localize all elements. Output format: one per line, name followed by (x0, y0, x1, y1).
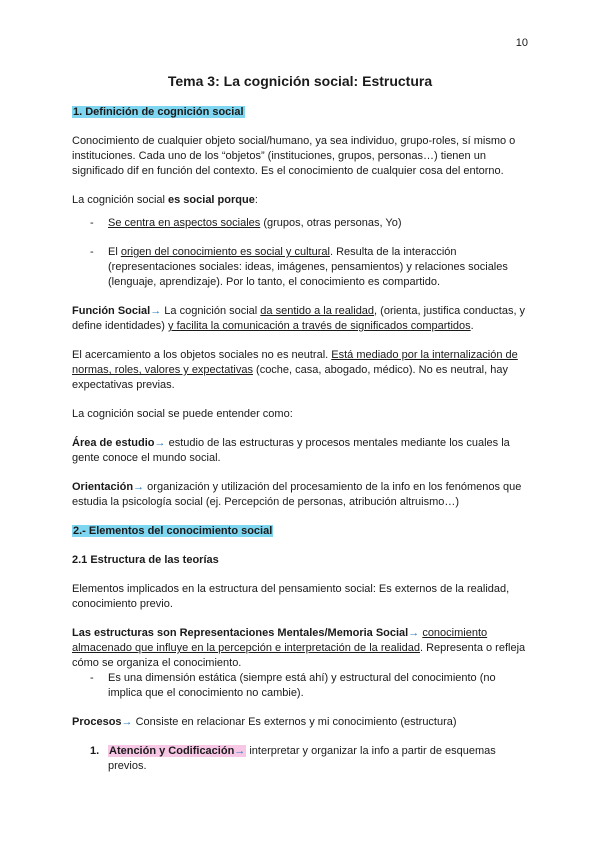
arrow-icon: → (150, 305, 162, 317)
underlined-text: Se centra en aspectos sociales (108, 217, 261, 229)
arrow-icon: → (121, 716, 133, 728)
section-1-heading: 1. Definición de cognición social (73, 106, 244, 118)
underlined-text: conocimiento almacenado que influye en la percepción e interpretación de la realidad (72, 627, 488, 654)
bold-text: es social porque (168, 194, 255, 206)
underlined-text: origen del conocimiento es social y cultural (120, 246, 330, 258)
highlighted-label (108, 745, 246, 757)
underlined-text: da sentido a la realidad (260, 305, 375, 317)
list-item (72, 744, 528, 774)
social-function-paragraph (72, 304, 528, 334)
orientation-paragraph (72, 480, 528, 510)
social-because-list (72, 216, 528, 290)
processes-paragraph (72, 715, 528, 730)
arrow-icon: → (154, 437, 166, 449)
text-run: organización y utilización del procesamiento de la info en los fenómenos que estudia la psicología social (ej. Percepción de personas, atribución altruismo…) (72, 481, 522, 508)
section-2-heading: 2.- Elementos del conocimiento social (73, 525, 273, 537)
list-number: 1. (90, 745, 100, 757)
list-item (72, 216, 528, 231)
processes-list (72, 744, 528, 774)
bold-label: Función Social (72, 305, 151, 317)
text-run: La cognición social (161, 305, 261, 317)
bold-label: Área de estudio (72, 437, 155, 449)
text-run: El (108, 246, 121, 258)
list-item: - Es una dimensión estática (siempre está ahí) y estructural del conocimiento (no implica que el conocimiento no cambie). (72, 671, 528, 701)
arrow-icon: → (234, 745, 246, 757)
text-run: (grupos, otras personas, Yo) (260, 217, 402, 229)
social-because-paragraph (72, 193, 528, 208)
definition-paragraph: Conocimiento de cualquier objeto social/humano, ya sea individuo, grupo-roles, sí mismo o instituciones. Cada uno de los “objetos” (instituciones, grupos, personas…) tienen un significado dif en función del contexto. Es el conocimiento de cualquier cosa del entorno. (72, 135, 516, 177)
text-run: . Resulta de la interacción (representaciones sociales: ideas, imágenes, pensamientos) y relaciones sociales (lenguaje, aprendizaje). Por lo tanto, el conocimiento es compartido. (108, 246, 508, 288)
page-number: 10 (515, 37, 528, 49)
arrow-icon: → (408, 627, 420, 639)
area-of-study-paragraph (72, 436, 528, 466)
structures-list (72, 671, 528, 701)
text-run: . Representa o refleja cómo se organiza el conocimiento. (72, 642, 526, 669)
text-run: La cognición social (72, 194, 169, 206)
underlined-text: Está mediado por la internalización de normas, roles, valores y expectativas (72, 349, 518, 376)
elements-paragraph: Elementos implicados en la estructura del pensamiento social: Es externos de la realidad, conocimiento previo. (72, 583, 510, 610)
bold-label: Atención y Codificación (109, 745, 235, 757)
structures-paragraph (72, 626, 528, 671)
text-run: estudio de las estructuras y procesos mentales mediante los cuales la gente conoce el mundo social. (72, 437, 510, 464)
subsection-heading: 2.1 Estructura de las teorías (72, 554, 219, 566)
list-item (72, 245, 528, 290)
underlined-text: y facilita la comunicación a través de significados compartidos (168, 320, 471, 332)
text-run: interpretar y organizar la info a partir de esquemas previos. (108, 745, 496, 772)
text-run: , (orienta, justifica conductas, y define identidades) (72, 305, 526, 332)
document-body (72, 72, 528, 774)
bold-label: Orientación (72, 481, 134, 493)
text-run: Consiste en relacionar Es externos y mi conocimiento (estructura) (132, 716, 457, 728)
arrow-icon: → (133, 481, 145, 493)
bold-label: Las estructuras son Representaciones Mentales/Memoria Social (72, 627, 409, 639)
text-run: : (254, 194, 258, 206)
page-title: Tema 3: La cognición social: Estructura (167, 73, 433, 89)
text-run: (coche, casa, abogado, médico). No es neutral, hay expectativas previas. (72, 364, 508, 391)
text-run: . (470, 320, 474, 332)
bold-label: Procesos (72, 716, 122, 728)
text-run: El acercamiento a los objetos sociales no es neutral. (72, 349, 332, 361)
approach-paragraph (72, 348, 528, 393)
understand-paragraph: La cognición social se puede entender como: (72, 408, 293, 420)
